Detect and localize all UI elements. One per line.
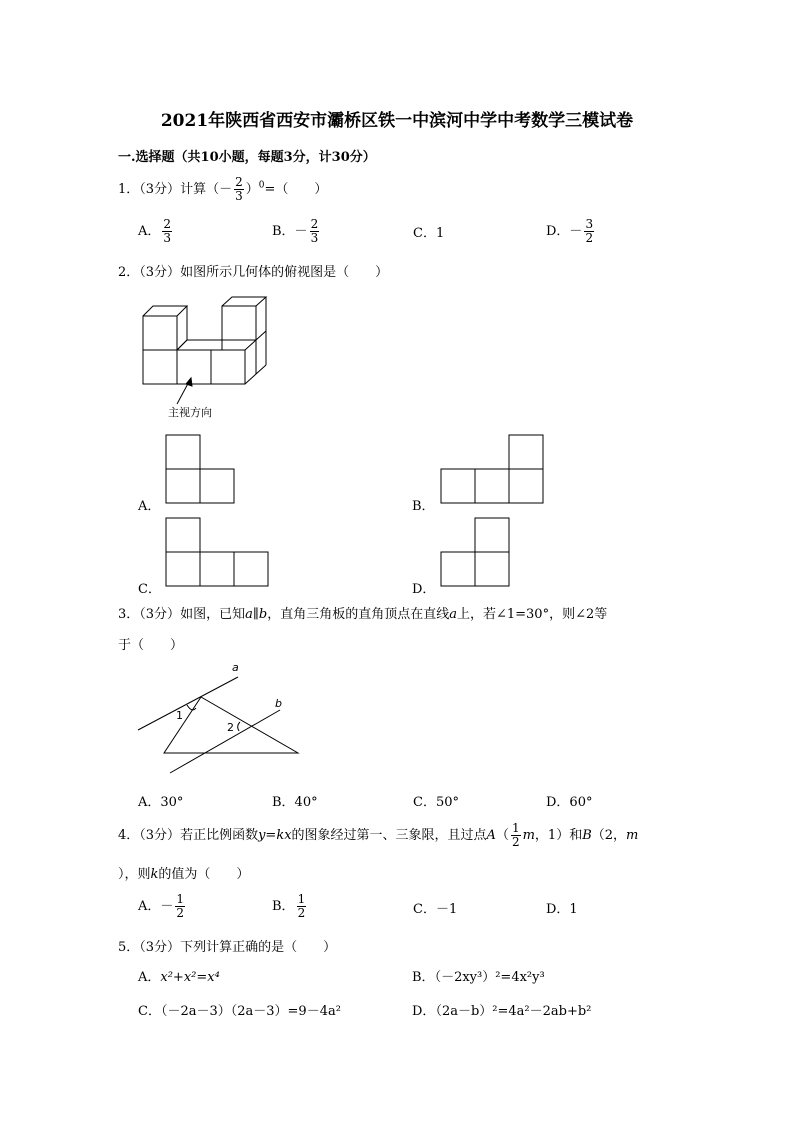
q4-b-num: 1 bbox=[297, 892, 306, 906]
q3-fig-label-2: 2 bbox=[227, 721, 234, 734]
q5-b-expr: （－2xy³）²=4x²y³ bbox=[434, 970, 545, 985]
q1-d-num: 3 bbox=[585, 217, 594, 231]
q1-frac-den: 3 bbox=[235, 189, 243, 203]
q5-c-label: C． bbox=[138, 1004, 161, 1019]
q5-b-label: B． bbox=[412, 970, 435, 985]
q3-figure bbox=[130, 655, 310, 780]
q5-a-expr: x²+x²=x⁴ bbox=[160, 970, 220, 985]
q4-a-den: 2 bbox=[176, 906, 185, 920]
q5-a-label: A． bbox=[138, 970, 161, 985]
q4-m1: m bbox=[522, 828, 535, 843]
q3-fig-label-b: b bbox=[275, 697, 282, 710]
q1-option-d bbox=[546, 218, 596, 245]
q4-a-fraction bbox=[175, 893, 185, 920]
q2-option-a-label: A． bbox=[138, 499, 161, 514]
q1-option-a bbox=[138, 218, 174, 245]
q1-b-den: 3 bbox=[310, 231, 319, 245]
q4-k: k bbox=[150, 867, 159, 882]
q1-option-c: C．1 bbox=[413, 226, 445, 241]
q4-frac-den: 2 bbox=[511, 835, 520, 849]
q4-b-label: B． bbox=[272, 899, 295, 914]
q4-option-b bbox=[272, 893, 308, 920]
q1-a-num: 2 bbox=[163, 217, 172, 231]
q1-stem-b: ） bbox=[245, 182, 259, 197]
question-4 bbox=[118, 822, 638, 849]
q3-stem-b: ，直角三角板的直角顶点在直线 bbox=[267, 607, 450, 622]
q3-score: （3分） bbox=[139, 607, 181, 622]
q2-option-b-label: B． bbox=[412, 499, 435, 514]
q4-stem-f: 的值为（ ） bbox=[158, 867, 250, 882]
q4-stem-c: ，1）和 bbox=[534, 828, 583, 843]
q1-a-label: A． bbox=[138, 224, 161, 239]
q2-score: （3分） bbox=[139, 265, 181, 280]
question-1 bbox=[118, 176, 327, 203]
q3-stem-a: 如图，已知 bbox=[180, 607, 246, 622]
q5-option-b bbox=[412, 966, 545, 985]
question-2 bbox=[118, 261, 388, 280]
q3-parallel: ∥ bbox=[252, 607, 259, 622]
q4-stem-line2 bbox=[118, 863, 249, 882]
q4-option-d: D．1 bbox=[546, 902, 578, 917]
q1-number: 1． bbox=[118, 182, 140, 197]
q5-d-expr: （2a－b）²=4a²－2ab+b² bbox=[435, 1004, 592, 1019]
q1-d-fraction bbox=[584, 218, 594, 245]
q5-option-c bbox=[138, 1000, 341, 1019]
q1-a-den: 3 bbox=[163, 231, 172, 245]
q3-fig-label-a: a bbox=[232, 661, 239, 674]
q1-score: （3分） bbox=[139, 182, 181, 197]
q1-stem-c: =（ ） bbox=[264, 182, 328, 197]
q5-number: 5． bbox=[118, 940, 140, 955]
section-header: 一.选择题（共10小题，每题3分，计30分） bbox=[118, 150, 376, 165]
q4-number: 4． bbox=[118, 828, 140, 843]
q3-var-a2: a bbox=[449, 607, 457, 622]
q1-b-fraction bbox=[310, 218, 320, 245]
q4-score: （3分） bbox=[139, 828, 181, 843]
q4-frac-num: 1 bbox=[511, 821, 520, 835]
q2-stem: 如图所示几何体的俯视图是（ ） bbox=[180, 265, 389, 280]
q4-option-a bbox=[138, 893, 187, 920]
q2-option-b-figure bbox=[440, 434, 546, 504]
q3-option-a: A．30° bbox=[138, 795, 184, 810]
q4-b-den: 2 bbox=[297, 906, 306, 920]
q2-solid-figure bbox=[136, 292, 276, 422]
q1-stem-a: 计算（－ bbox=[180, 182, 233, 197]
q3-stem-c: 上，若∠1=30°，则∠2等 bbox=[456, 607, 608, 622]
page-title: 2021年陕西省西安市灞桥区铁一中滨河中学中考数学三模试卷 bbox=[160, 111, 634, 131]
q4-fraction bbox=[511, 822, 521, 849]
q4-point-a: A bbox=[486, 828, 496, 843]
q3-fig-label-1: 1 bbox=[176, 709, 183, 722]
q2-number: 2． bbox=[118, 265, 140, 280]
q1-b-num: 2 bbox=[310, 217, 319, 231]
q1-option-b bbox=[272, 218, 321, 245]
q1-d-den: 2 bbox=[585, 231, 594, 245]
q3-angle-2-arc bbox=[238, 722, 240, 731]
q4-b-fraction bbox=[297, 893, 307, 920]
q5-c-expr: （－2a－3）（2a－3）=9－4a² bbox=[160, 1004, 341, 1019]
q5-d-label: D． bbox=[412, 1004, 436, 1019]
q1-exponent: 0 bbox=[258, 180, 265, 191]
q3-var-a: a bbox=[245, 607, 253, 622]
q4-a-num: 1 bbox=[176, 892, 185, 906]
q1-a-fraction bbox=[162, 218, 172, 245]
q2-option-c-label: C． bbox=[138, 582, 161, 597]
q2-option-c-figure bbox=[165, 517, 271, 587]
q4-paren-open: （ bbox=[495, 828, 509, 843]
q3-stem-line2: 于（ ） bbox=[118, 638, 184, 653]
q4-func: y=kx bbox=[258, 828, 292, 843]
q4-option-c: C．－1 bbox=[413, 902, 458, 917]
q1-b-label: B．－ bbox=[272, 224, 308, 239]
q4-stem-a: 若正比例函数 bbox=[180, 828, 259, 843]
q5-option-a bbox=[138, 966, 220, 985]
q2-option-d-figure bbox=[440, 517, 512, 587]
q3-option-d: D．60° bbox=[546, 795, 593, 810]
q4-stem-d: （2， bbox=[591, 828, 627, 843]
q3-option-c: C．50° bbox=[413, 795, 459, 810]
q4-point-b: B bbox=[582, 828, 592, 843]
q4-m2: m bbox=[626, 828, 639, 843]
q3-option-b: B．40° bbox=[272, 795, 318, 810]
q4-stem-e: ），则 bbox=[118, 867, 151, 882]
q3-number: 3． bbox=[118, 607, 140, 622]
question-3 bbox=[118, 603, 607, 622]
q2-option-a-figure bbox=[165, 434, 237, 504]
q5-stem: 下列计算正确的是（ ） bbox=[180, 940, 337, 955]
q1-frac-num: 2 bbox=[235, 175, 243, 189]
question-5 bbox=[118, 936, 336, 955]
q1-fraction bbox=[234, 176, 244, 203]
q3-line-a bbox=[138, 677, 238, 730]
q2-arrow-label: 主视方向 bbox=[168, 406, 212, 419]
q4-stem-b: 的图象经过第一、三象限，且过点 bbox=[291, 828, 487, 843]
q4-a-label: A．－ bbox=[138, 899, 174, 914]
q1-d-label: D．－ bbox=[546, 224, 583, 239]
q5-option-d bbox=[412, 1000, 591, 1019]
q5-score: （3分） bbox=[139, 940, 181, 955]
q2-option-d-label: D． bbox=[412, 582, 436, 597]
q3-var-b: b bbox=[258, 607, 268, 622]
